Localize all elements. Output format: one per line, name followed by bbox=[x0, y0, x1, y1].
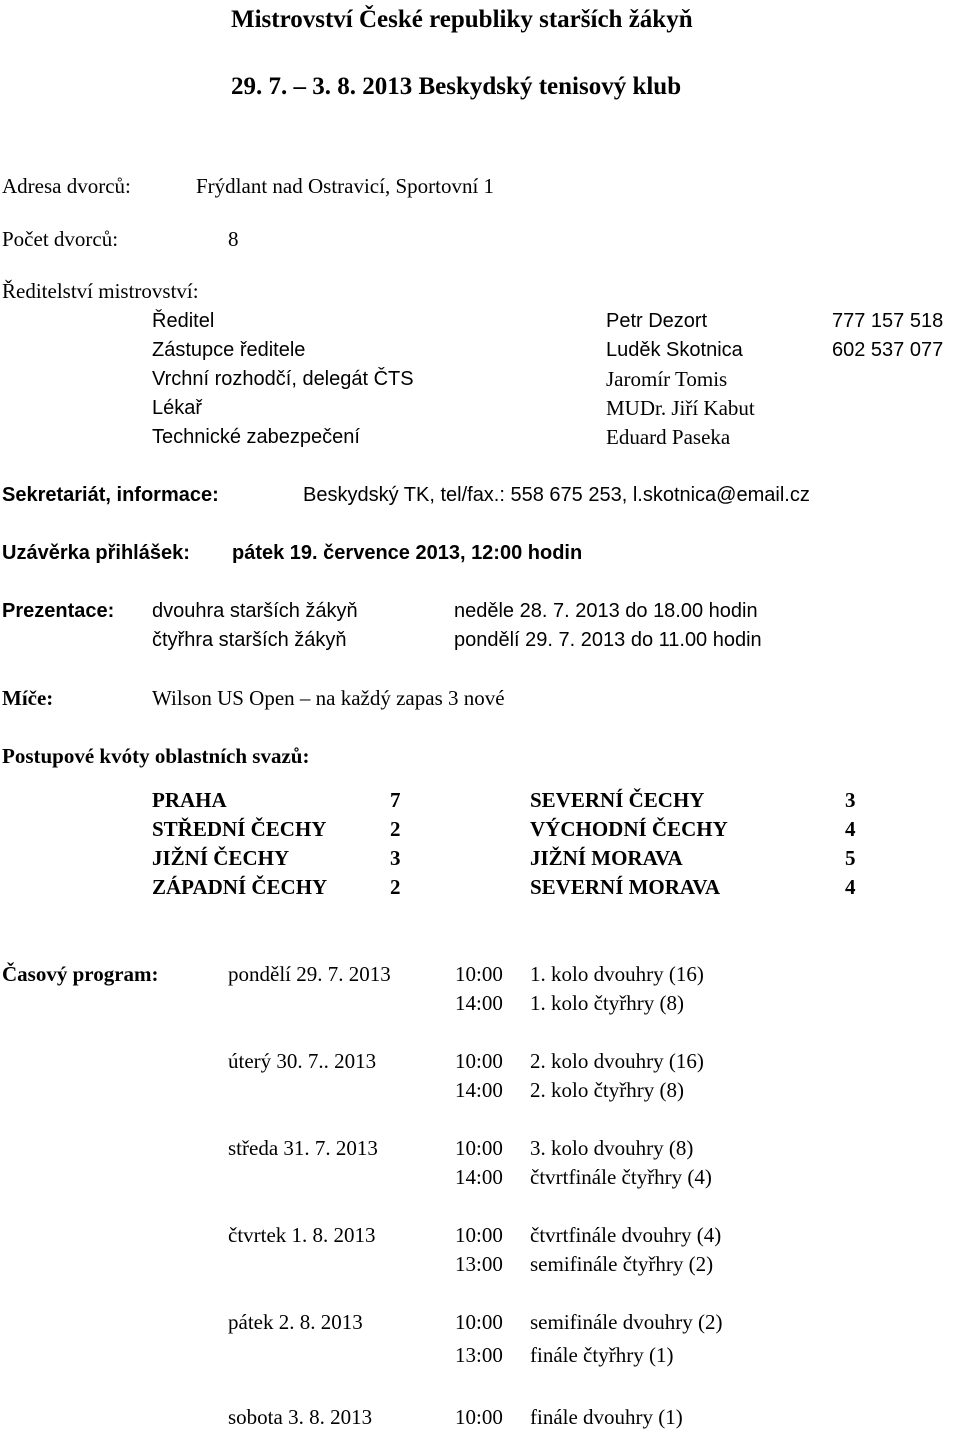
schedule-event: čtvrtfinále čtyřhry (4) bbox=[530, 1165, 712, 1189]
schedule-time: 10:00 bbox=[455, 962, 503, 986]
schedule-day: sobota 3. 8. 2013 bbox=[228, 1405, 373, 1429]
deadline-label: Uzávěrka přihlášek: bbox=[2, 542, 190, 564]
quota-region: STŘEDNÍ ČECHY bbox=[152, 817, 327, 841]
quota-region: PRAHA bbox=[152, 788, 227, 812]
schedule-event: 1. kolo čtyřhry (8) bbox=[530, 991, 684, 1015]
quota-count: 4 bbox=[845, 875, 856, 899]
presentation-label: Prezentace: bbox=[2, 600, 115, 622]
director-role: Ředitel bbox=[152, 310, 215, 332]
deputy-name: Luděk Skotnica bbox=[606, 339, 743, 361]
quota-count: 7 bbox=[390, 788, 401, 812]
schedule-day: pondělí 29. 7. 2013 bbox=[228, 962, 391, 986]
schedule-time: 13:00 bbox=[455, 1252, 503, 1276]
quota-region: JIŽNÍ MORAVA bbox=[530, 846, 683, 870]
schedule-event: 3. kolo dvouhry (8) bbox=[530, 1136, 694, 1160]
schedule-day: středa 31. 7. 2013 bbox=[228, 1136, 378, 1160]
schedule-time: 10:00 bbox=[455, 1405, 503, 1429]
schedule-time: 10:00 bbox=[455, 1049, 503, 1073]
presentation-doubles: čtyřhra starších žákyň bbox=[152, 629, 347, 651]
quota-count: 2 bbox=[390, 817, 401, 841]
directorate-label: Ředitelství mistrovství: bbox=[2, 279, 199, 303]
schedule-time: 14:00 bbox=[455, 1078, 503, 1102]
document-subtitle: 29. 7. – 3. 8. 2013 Beskydský tenisový klub bbox=[231, 73, 682, 100]
schedule-event: čtvrtfinále dvouhry (4) bbox=[530, 1223, 722, 1247]
quota-count: 3 bbox=[390, 846, 401, 870]
technical-role: Technické zabezpečení bbox=[152, 426, 360, 448]
balls-value: Wilson US Open – na každý zapas 3 nové bbox=[152, 686, 505, 710]
schedule-event: 2. kolo čtyřhry (8) bbox=[530, 1078, 684, 1102]
schedule-event: semifinále čtyřhry (2) bbox=[530, 1252, 714, 1276]
quota-count: 3 bbox=[845, 788, 856, 812]
schedule-day: pátek 2. 8. 2013 bbox=[228, 1310, 363, 1334]
schedule-label: Časový program: bbox=[2, 962, 159, 986]
quota-count: 5 bbox=[845, 846, 856, 870]
secretariat-value: Beskydský TK, tel/fax.: 558 675 253, l.skotnica@email.cz bbox=[303, 484, 810, 506]
schedule-time: 10:00 bbox=[455, 1223, 503, 1247]
schedule-time: 10:00 bbox=[455, 1310, 503, 1334]
schedule-event: 1. kolo dvouhry (16) bbox=[530, 962, 704, 986]
schedule-day: čtvrtek 1. 8. 2013 bbox=[228, 1223, 376, 1247]
schedule-event: semifinále dvouhry (2) bbox=[530, 1310, 723, 1334]
technical-name: Eduard Paseka bbox=[606, 425, 731, 449]
deputy-role: Zástupce ředitele bbox=[152, 339, 306, 361]
presentation-singles: dvouhra starších žákyň bbox=[152, 600, 358, 622]
quota-region: SEVERNÍ ČECHY bbox=[530, 788, 705, 812]
quota-region: VÝCHODNÍ ČECHY bbox=[530, 817, 728, 841]
presentation-singles-time: neděle 28. 7. 2013 do 18.00 hodin bbox=[454, 600, 758, 622]
schedule-time: 14:00 bbox=[455, 1165, 503, 1189]
courts-label: Počet dvorců: bbox=[2, 227, 119, 251]
doctor-role: Lékař bbox=[152, 397, 203, 419]
quota-region: JIŽNÍ ČECHY bbox=[152, 846, 290, 870]
quotas-label: Postupové kvóty oblastních svazů: bbox=[2, 744, 310, 768]
presentation-doubles-time: pondělí 29. 7. 2013 do 11.00 hodin bbox=[454, 629, 762, 651]
schedule-event: 2. kolo dvouhry (16) bbox=[530, 1049, 704, 1073]
address-value: Frýdlant nad Ostravicí, Sportovní 1 bbox=[196, 174, 495, 198]
balls-label: Míče: bbox=[2, 686, 54, 710]
address-label: Adresa dvorců: bbox=[2, 174, 131, 198]
deputy-phone: 602 537 077 bbox=[832, 339, 944, 361]
quota-count: 4 bbox=[845, 817, 856, 841]
deadline-value: pátek 19. července 2013, 12:00 hodin bbox=[232, 542, 583, 564]
schedule-day: úterý 30. 7.. 2013 bbox=[228, 1049, 377, 1073]
courts-value: 8 bbox=[228, 227, 239, 251]
document-title: Mistrovství České republiky starších žákyň bbox=[231, 6, 693, 33]
schedule-time: 14:00 bbox=[455, 991, 503, 1015]
director-phone: 777 157 518 bbox=[832, 310, 944, 332]
secretariat-label: Sekretariát, informace: bbox=[2, 484, 219, 506]
quota-region: SEVERNÍ MORAVA bbox=[530, 875, 721, 899]
schedule-event: finále dvouhry (1) bbox=[530, 1405, 683, 1429]
quota-count: 2 bbox=[390, 875, 401, 899]
doctor-name: MUDr. Jiří Kabut bbox=[606, 396, 755, 420]
director-name: Petr Dezort bbox=[606, 310, 708, 332]
quota-region: ZÁPADNÍ ČECHY bbox=[152, 875, 328, 899]
schedule-time: 10:00 bbox=[455, 1136, 503, 1160]
referee-role: Vrchní rozhodčí, delegát ČTS bbox=[152, 368, 414, 390]
schedule-event: finále čtyřhry (1) bbox=[530, 1343, 674, 1367]
referee-name: Jaromír Tomis bbox=[606, 367, 728, 391]
schedule-time: 13:00 bbox=[455, 1343, 503, 1367]
